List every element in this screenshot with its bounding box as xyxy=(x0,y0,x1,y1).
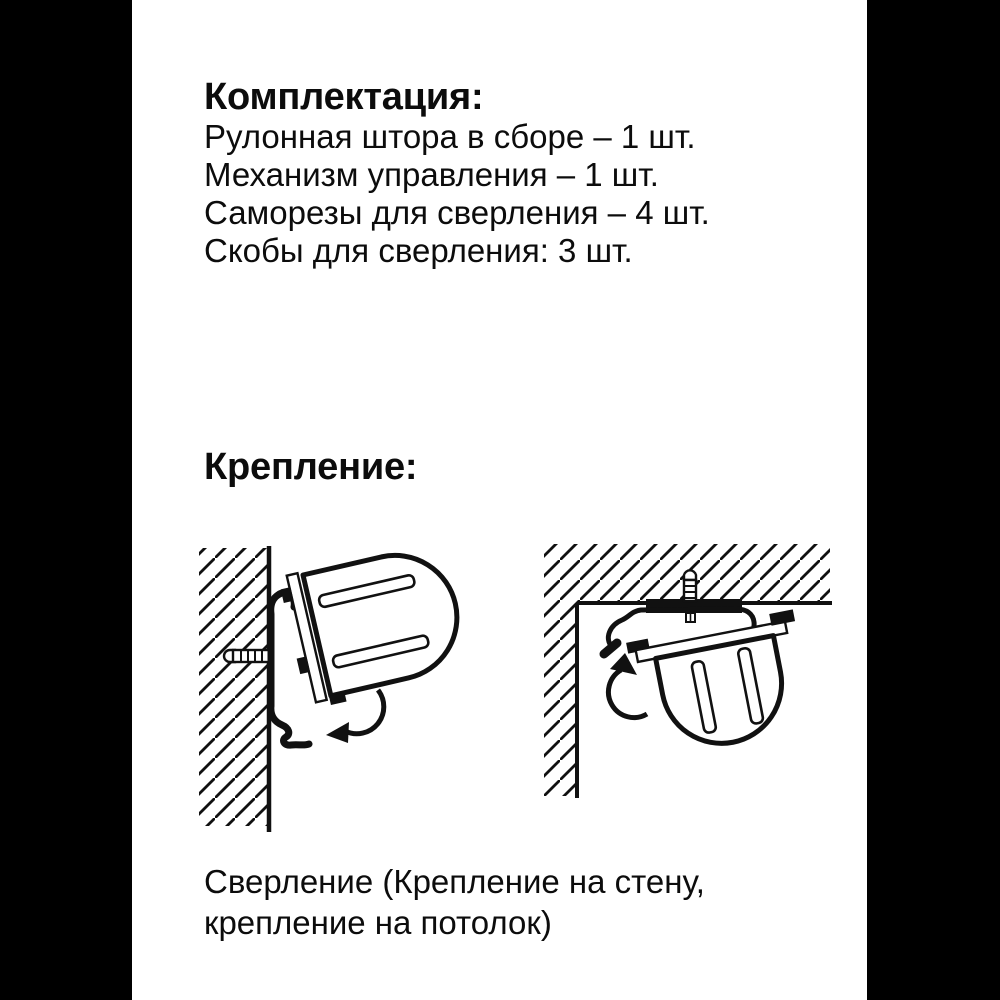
caption-line-2: крепление на потолок) xyxy=(204,904,552,941)
package-item: Механизм управления – 1 шт. xyxy=(204,156,659,193)
roller-blind-cassette xyxy=(626,609,816,758)
package-item: Рулонная штора в сборе – 1 шт. xyxy=(204,118,696,155)
mounting-heading: Крепление: xyxy=(204,446,418,488)
package-list xyxy=(204,118,710,270)
caption-line-1: Сверление (Крепление на стену, xyxy=(204,863,705,900)
wall-mount-figure xyxy=(195,538,480,838)
screw-icon xyxy=(684,570,696,622)
rail-clip xyxy=(769,609,795,625)
package-item: Скобы для сверления: 3 шт. xyxy=(204,232,633,269)
document-page xyxy=(132,0,867,1000)
package-heading: Комплектация: xyxy=(204,76,484,118)
figure-caption xyxy=(204,861,705,943)
roller-blind-cassette xyxy=(278,540,471,710)
rotate-arrow-icon xyxy=(608,653,647,718)
ceiling-mount-figure xyxy=(540,540,835,802)
screw-icon xyxy=(224,650,269,662)
package-item: Саморезы для сверления – 4 шт. xyxy=(204,194,710,231)
wall-hatch xyxy=(199,548,267,826)
